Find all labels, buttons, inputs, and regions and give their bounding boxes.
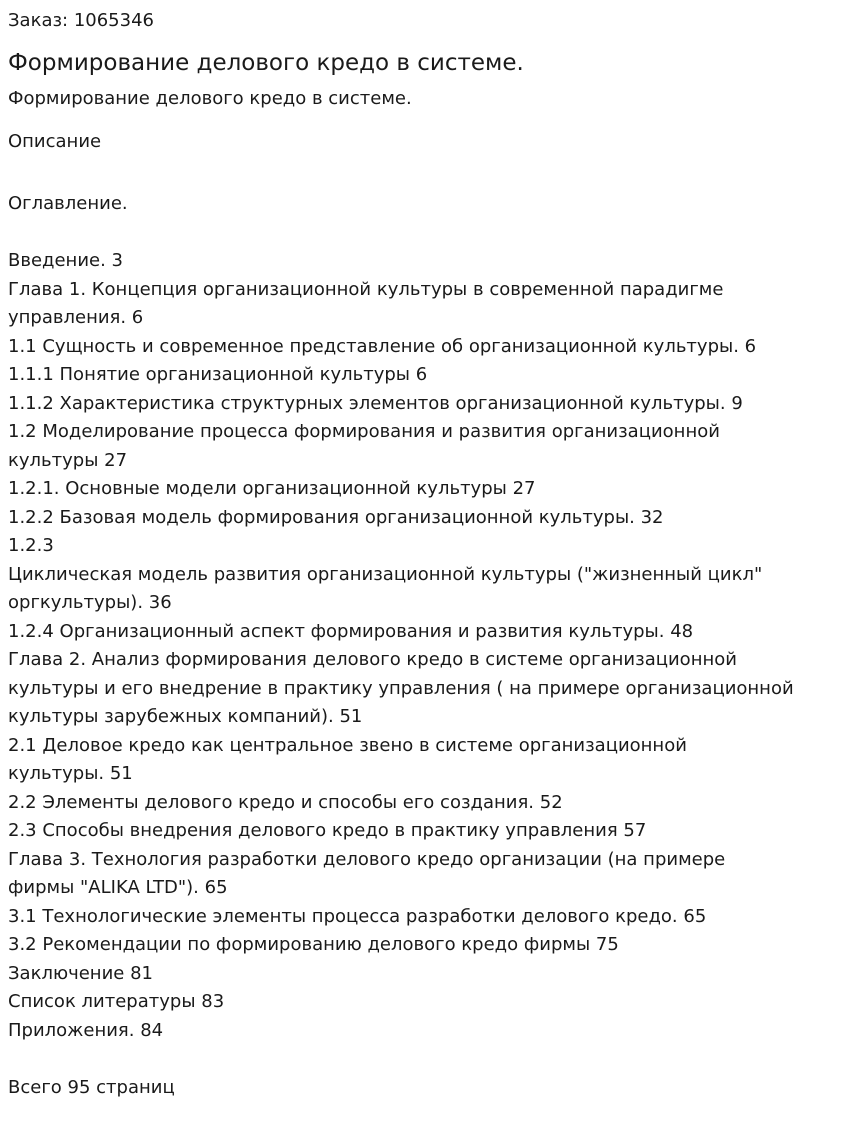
toc-line: 1.2.4 Организационный аспект формирования и развития культуры. 48	[8, 620, 694, 642]
toc-line: культуры. 51	[8, 763, 133, 784]
toc-line: 1.2.2 Базовая модель формирования организационной культуры. 32	[8, 506, 664, 528]
toc-line: 2.2 Элементы делового кредо и способы его создания. 52	[8, 791, 563, 813]
description-body	[8, 190, 840, 1102]
toc-line: культуры зарубежных компаний). 51	[8, 706, 363, 727]
total-pages: Всего 95 страниц	[8, 1076, 175, 1098]
toc-line: Введение. 3	[8, 250, 123, 271]
toc-line: Приложения. 84	[8, 1019, 164, 1041]
toc-line: управления. 6	[8, 307, 144, 328]
order-number: Заказ: 1065346	[8, 10, 154, 31]
toc-line: 1.1 Сущность и современное представление об организационной культуры. 6	[8, 335, 757, 357]
toc-line: 3.1 Технологические элементы процесса разработки делового кредо. 65	[8, 905, 707, 927]
page-subtitle: Формирование делового кредо в системе.	[8, 88, 412, 109]
toc-line: 3.2 Рекомендации по формированию делового кредо фирмы 75	[8, 934, 619, 955]
toc-line: культуры и его внедрение в практику управления ( на примере организационной	[8, 677, 794, 699]
toc-line: Заключение 81	[8, 962, 153, 984]
blank-line	[8, 219, 840, 248]
toc-line: 1.2.1. Основные модели организационной культуры 27	[8, 478, 536, 499]
toc-line: оргкультуры). 36	[8, 592, 172, 613]
toc-line: 2.1 Деловое кредо как центральное звено в системе организационной	[8, 734, 687, 756]
toc-line: культуры 27	[8, 449, 128, 471]
toc-line: Список литературы 83	[8, 991, 225, 1012]
toc-line: 1.1.2 Характеристика структурных элементов организационной культуры. 9	[8, 392, 743, 414]
toc-line: 2.3 Способы внедрения делового кредо в практику управления 57	[8, 820, 647, 841]
blank-line	[8, 1045, 840, 1074]
toc-heading: Оглавление.	[8, 193, 128, 214]
toc-line: 1.2.3	[8, 535, 54, 556]
toc-line: Глава 3. Технология разработки делового кредо организации (на примере	[8, 848, 726, 870]
toc-line: фирмы "ALIKA LTD"). 65	[8, 877, 228, 898]
toc-line: Циклическая модель развития организационной культуры ("жизненный цикл"	[8, 563, 763, 585]
toc-line: 1.2 Моделирование процесса формирования и развития организационной	[8, 421, 720, 442]
toc-line: Глава 1. Концепция организационной культуры в современной парадигме	[8, 278, 724, 300]
page-title: Формирование делового кредо в системе.	[8, 50, 524, 76]
toc-line: Глава 2. Анализ формирования делового кредо в системе организационной	[8, 649, 737, 670]
description-heading: Описание	[8, 131, 102, 152]
table-of-contents	[8, 247, 840, 1045]
toc-line: 1.1.1 Понятие организационной культуры 6	[8, 364, 428, 385]
